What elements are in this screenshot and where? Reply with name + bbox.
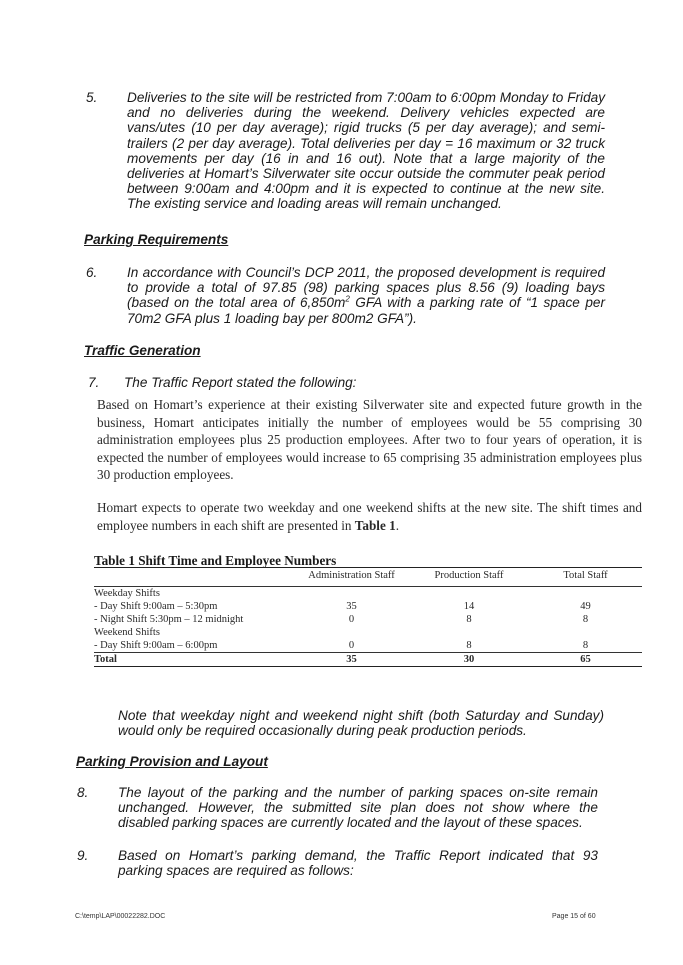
total-cell: 8 [582,613,589,625]
table-row [94,586,642,600]
item-7-number: 7. [88,375,100,390]
heading-traffic-generation: Traffic Generation [84,343,201,358]
table-title: Table 1 Shift Time and Employee Numbers [94,553,337,568]
production-cell: 8 [466,613,472,625]
table-header-row [94,568,642,587]
admin-cell [294,626,409,639]
table-reference: Table 1 [354,517,396,533]
shift-table [94,567,642,667]
admin-cell: 0 [348,639,355,651]
row-label: Total [94,652,294,666]
item-6-superscript: 2 [345,294,350,304]
row-label: - Night Shift 5:30pm – 12 midnight [94,613,244,625]
row-label: Weekday Shifts [94,587,160,599]
table-row [94,626,642,639]
production-cell: 8 [466,639,472,651]
header-blank [94,568,294,587]
production-cell: 14 [463,600,475,612]
production-cell: 30 [409,652,529,666]
quote-paragraph-1: Based on Homart’s experience at their existing Silverwater site and expected future growth in the business, Homart anticipates initially the number of employees would be 55 comprising 30 administration employees plus 25 production employees. After two to four years of operation, it is expected the number of employees would increase to 65 comprising 35 administration employees plus 30 production employees. [97,397,642,482]
admin-cell: 35 [346,600,357,612]
item-8-text: The layout of the parking and the number of parking spaces on-site remain unchanged. However, the submitted site plan does not show where the disabled parking spaces are currently located and the layout of these spaces. [118,785,598,831]
table-row [94,600,642,613]
item-7-text: The Traffic Report stated the following: [124,375,357,390]
item-9-number: 9. [77,848,89,863]
item-9-text: Based on Homart’s parking demand, the Traffic Report indicated that 93 parking spaces are required as follows: [118,848,598,879]
header-admin-staff: Administration Staff [308,570,395,581]
header-total-staff: Total Staff [563,570,608,581]
item-5-number: 5. [86,90,98,105]
table-row [94,613,642,626]
footer-file-path: C:\temp\LAP\00022282.DOC [75,913,166,920]
item-6-number: 6. [86,265,98,280]
total-cell: 8 [582,639,589,651]
table-row [94,639,642,653]
total-cell [529,626,642,639]
item-8-number: 8. [77,785,89,800]
quote-paragraph-2 [97,499,642,534]
item-5-text: Deliveries to the site will be restricted from 7:00am to 6:00pm Monday to Friday and no deliveries during the weekend. Delivery vehicles expected are vans/utes (10 per day average); rigid trucks (5 per day average); and semi-trailers (2 per day average). Total deliveries per day = 16 maximum or 32 truck movements per day (16 in and 16 out). Note that a large majority of the deliveries at Homart’s Silverwater site occur outside the commuter peak period between 9:00am and 4:00pm and it is expected to continue at the new site. The existing service and loading areas will remain unchanged. [127,90,605,212]
item-6-text [127,265,605,326]
admin-cell [294,586,409,600]
admin-cell: 35 [294,652,409,666]
total-cell: 49 [580,600,591,612]
note-paragraph: Note that weekday night and weekend night shift (both Saturday and Sunday) would only be required occasionally during peak production periods. [118,708,604,739]
admin-cell: 0 [348,613,355,625]
footer-page-number: Page 15 of 60 [552,913,596,920]
total-cell: 65 [529,652,642,666]
quote-paragraph-2-a: Homart expects to operate two weekday and one weekend shifts at the new site. The shift times and employee numbers in each shift are presented in [97,500,642,533]
production-cell [409,586,529,600]
item-6-text-a: In accordance with Council’s DCP 2011, the proposed development is required to provide a total of 97.85 (98) parking spaces plus 8.56 (9) loading bays (based on the total area of 6,850m [127,265,605,311]
heading-parking-requirements: Parking Requirements [84,232,229,247]
row-label: - Day Shift 9:00am – 6:00pm [94,639,218,651]
table-total-row [94,652,642,666]
production-cell [409,626,529,639]
row-label: Weekend Shifts [94,626,160,638]
item-6-text-b: GFA with a parking rate of “1 space per 70m2 GFA plus 1 loading bay per 800m2 GFA”). [127,295,605,326]
heading-parking-provision: Parking Provision and Layout [76,754,268,769]
total-cell [529,586,642,600]
header-production-staff: Production Staff [434,570,504,581]
quote-paragraph-2-b: . [395,517,400,533]
row-label: - Day Shift 9:00am – 5:30pm [94,600,218,612]
